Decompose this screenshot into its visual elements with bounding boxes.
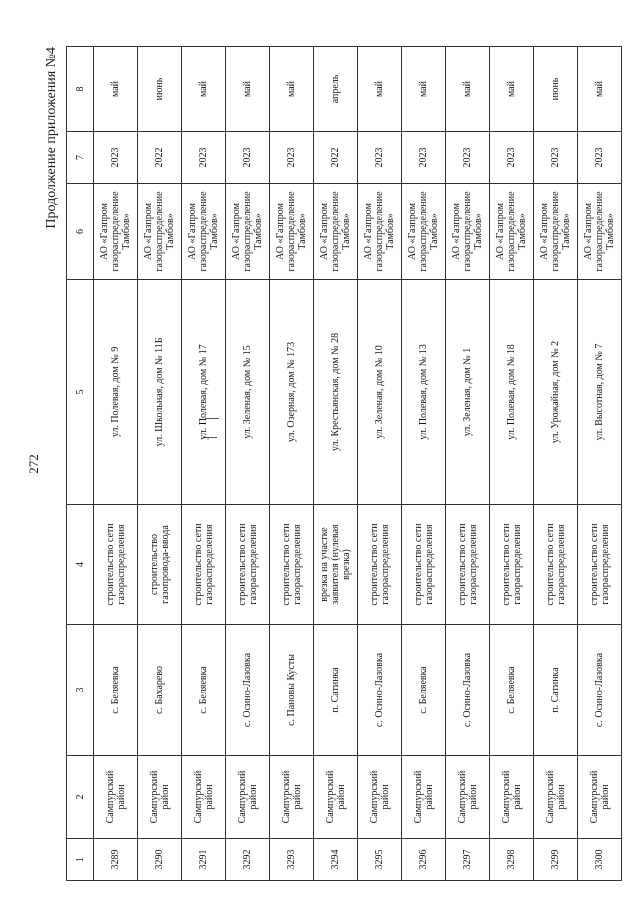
table-cell: строительство сети газораспределения [578,505,622,625]
rotated-content [26,47,616,881]
table-cell: с. Пановы Кусты [270,625,314,756]
table-cell: строительство сети газораспределения [270,505,314,625]
table-cell: Сампурский район [578,756,622,839]
table-row [446,47,490,881]
table-cell: Сампурский район [402,756,446,839]
column-header: 5 [67,280,94,505]
column-header: 8 [67,47,94,132]
table-cell: май [358,47,402,132]
table-cell: 3289 [94,839,138,881]
table-row [94,47,138,881]
table-cell: строительство сети газораспределения [226,505,270,625]
table-cell: май [402,47,446,132]
table-cell: строительство сети газораспределения [534,505,578,625]
table-cell: АО «Газпром газораспределение Тамбов» [270,184,314,280]
table-cell: май [446,47,490,132]
table-cell: с. Осино-Лазовка [358,625,402,756]
table-cell: АО «Газпром газораспределение Тамбов» [578,184,622,280]
table-cell: строительство сети газораспределения [358,505,402,625]
table-cell: 3298 [490,839,534,881]
table-cell: АО «Газпром газораспределение Тамбов» [138,184,182,280]
table-cell: май [490,47,534,132]
table-cell: Сампурский район [226,756,270,839]
table-cell: строительство сети газораспределения [182,505,226,625]
table-row [138,47,182,881]
table-row [358,47,402,881]
table-cell: с. Бахарево [138,625,182,756]
table-cell: Сампурский район [182,756,226,839]
table-cell: 2023 [94,132,138,184]
table-cell: апрель [314,47,358,132]
table-cell: ул. Зеленая, дом № 15 [226,280,270,505]
table-row [270,47,314,881]
table-cell: 3296 [402,839,446,881]
table-cell: ул. Полевая, дом № 13 [402,280,446,505]
table-cell: 2023 [490,132,534,184]
table-cell: 3295 [358,839,402,881]
table-cell: АО «Газпром газораспределение Тамбов» [94,184,138,280]
table-row [402,47,446,881]
table-cell: ул. Высотная, дом № 7 [578,280,622,505]
table-cell: ул. Урожайная, дом № 2 [534,280,578,505]
table-cell: 3297 [446,839,490,881]
table-cell: с. Беляевка [94,625,138,756]
table-cell: Сампурский район [270,756,314,839]
table-cell: Сампурский район [138,756,182,839]
table-cell: строительство сети газораспределения [446,505,490,625]
table-cell: АО «Газпром газораспределение Тамбов» [314,184,358,280]
table-cell: Сампурский район [534,756,578,839]
table-cell: 2023 [358,132,402,184]
table-row [490,47,534,881]
table-cell: Сампурский район [94,756,138,839]
table-cell: строительство газопровода-ввода [138,505,182,625]
column-header: 6 [67,184,94,280]
table-cell: ул. Зеленая, дом № 1 [446,280,490,505]
table-cell: май [578,47,622,132]
table-cell: строительство сети газораспределения [402,505,446,625]
table-cell: АО «Газпром газораспределение Тамбов» [226,184,270,280]
table-cell: Сампурский район [314,756,358,839]
table-cell: 3294 [314,839,358,881]
table-row [578,47,622,881]
appendix-caption: Продолжение приложения №4 [44,47,59,229]
table-cell: июнь [138,47,182,132]
table-cell: АО «Газпром газораспределение Тамбов» [490,184,534,280]
table-cell: с. Осино-Лазовка [446,625,490,756]
table-cell: с. Осино-Лазовка [578,625,622,756]
table-cell: 2023 [182,132,226,184]
table-cell: ул. Полевая, дом № 9 [94,280,138,505]
table-cell: май [182,47,226,132]
table-cell: ул. Школьная, дом № 11Б [138,280,182,505]
table-cell: АО «Газпром газораспределение Тамбов» [446,184,490,280]
table-cell: ул. Зеленая, дом № 10 [358,280,402,505]
table-cell: с. Беляевка [402,625,446,756]
table-cell: 2023 [270,132,314,184]
column-header: 4 [67,505,94,625]
column-header: 7 [67,132,94,184]
page-number: 272 [26,454,41,474]
table-cell: АО «Газпром газораспределение Тамбов» [534,184,578,280]
table-cell: май [94,47,138,132]
table-cell: ул. Крестьянская, дом № 28 [314,280,358,505]
table-cell: ул. Полевая, дом № 17 [182,280,226,505]
table-cell: с. Беляевка [490,625,534,756]
table-cell: май [226,47,270,132]
table-cell: АО «Газпром газораспределение Тамбов» [358,184,402,280]
table-cell: врезка на участке заявителя (нулевая врезка) [314,505,358,625]
table-cell: Сампурский район [446,756,490,839]
table-cell: п. Сатинка [534,625,578,756]
table-cell: 3291 [182,839,226,881]
table-cell: 3292 [226,839,270,881]
table-cell: ул. Озерная, дом № 173 [270,280,314,505]
table-cell: 3300 [578,839,622,881]
table-row [534,47,578,881]
table-cell: 2022 [314,132,358,184]
table-cell: 3293 [270,839,314,881]
table-cell: Сампурский район [490,756,534,839]
table-cell: Сампурский район [358,756,402,839]
table-row [314,47,358,881]
table-cell: 2023 [446,132,490,184]
table-cell: с. Осино-Лазовка [226,625,270,756]
table-cell: июнь [534,47,578,132]
table-cell: 2022 [138,132,182,184]
table-cell: строительство сети газораспределения [94,505,138,625]
column-header: 3 [67,625,94,756]
table-cell: строительство сети газораспределения [490,505,534,625]
column-header: 2 [67,756,94,839]
table-cell: п. Сатинка [314,625,358,756]
table-cell: 3290 [138,839,182,881]
table-cell: с. Беляевка [182,625,226,756]
table-cell: 2023 [534,132,578,184]
table-cell: 3299 [534,839,578,881]
table-header-row [67,47,94,881]
table-row [226,47,270,881]
table-cell: май [270,47,314,132]
table-cell: 2023 [578,132,622,184]
table-cell: 2023 [226,132,270,184]
table-cell: АО «Газпром газораспределение Тамбов» [402,184,446,280]
table-cell: АО «Газпром газораспределение Тамбов» [182,184,226,280]
table-row [182,47,226,881]
table-cell: ул. Полевая, дом № 18 [490,280,534,505]
column-header: 1 [67,839,94,881]
data-table [66,46,622,881]
table-cell: 2023 [402,132,446,184]
